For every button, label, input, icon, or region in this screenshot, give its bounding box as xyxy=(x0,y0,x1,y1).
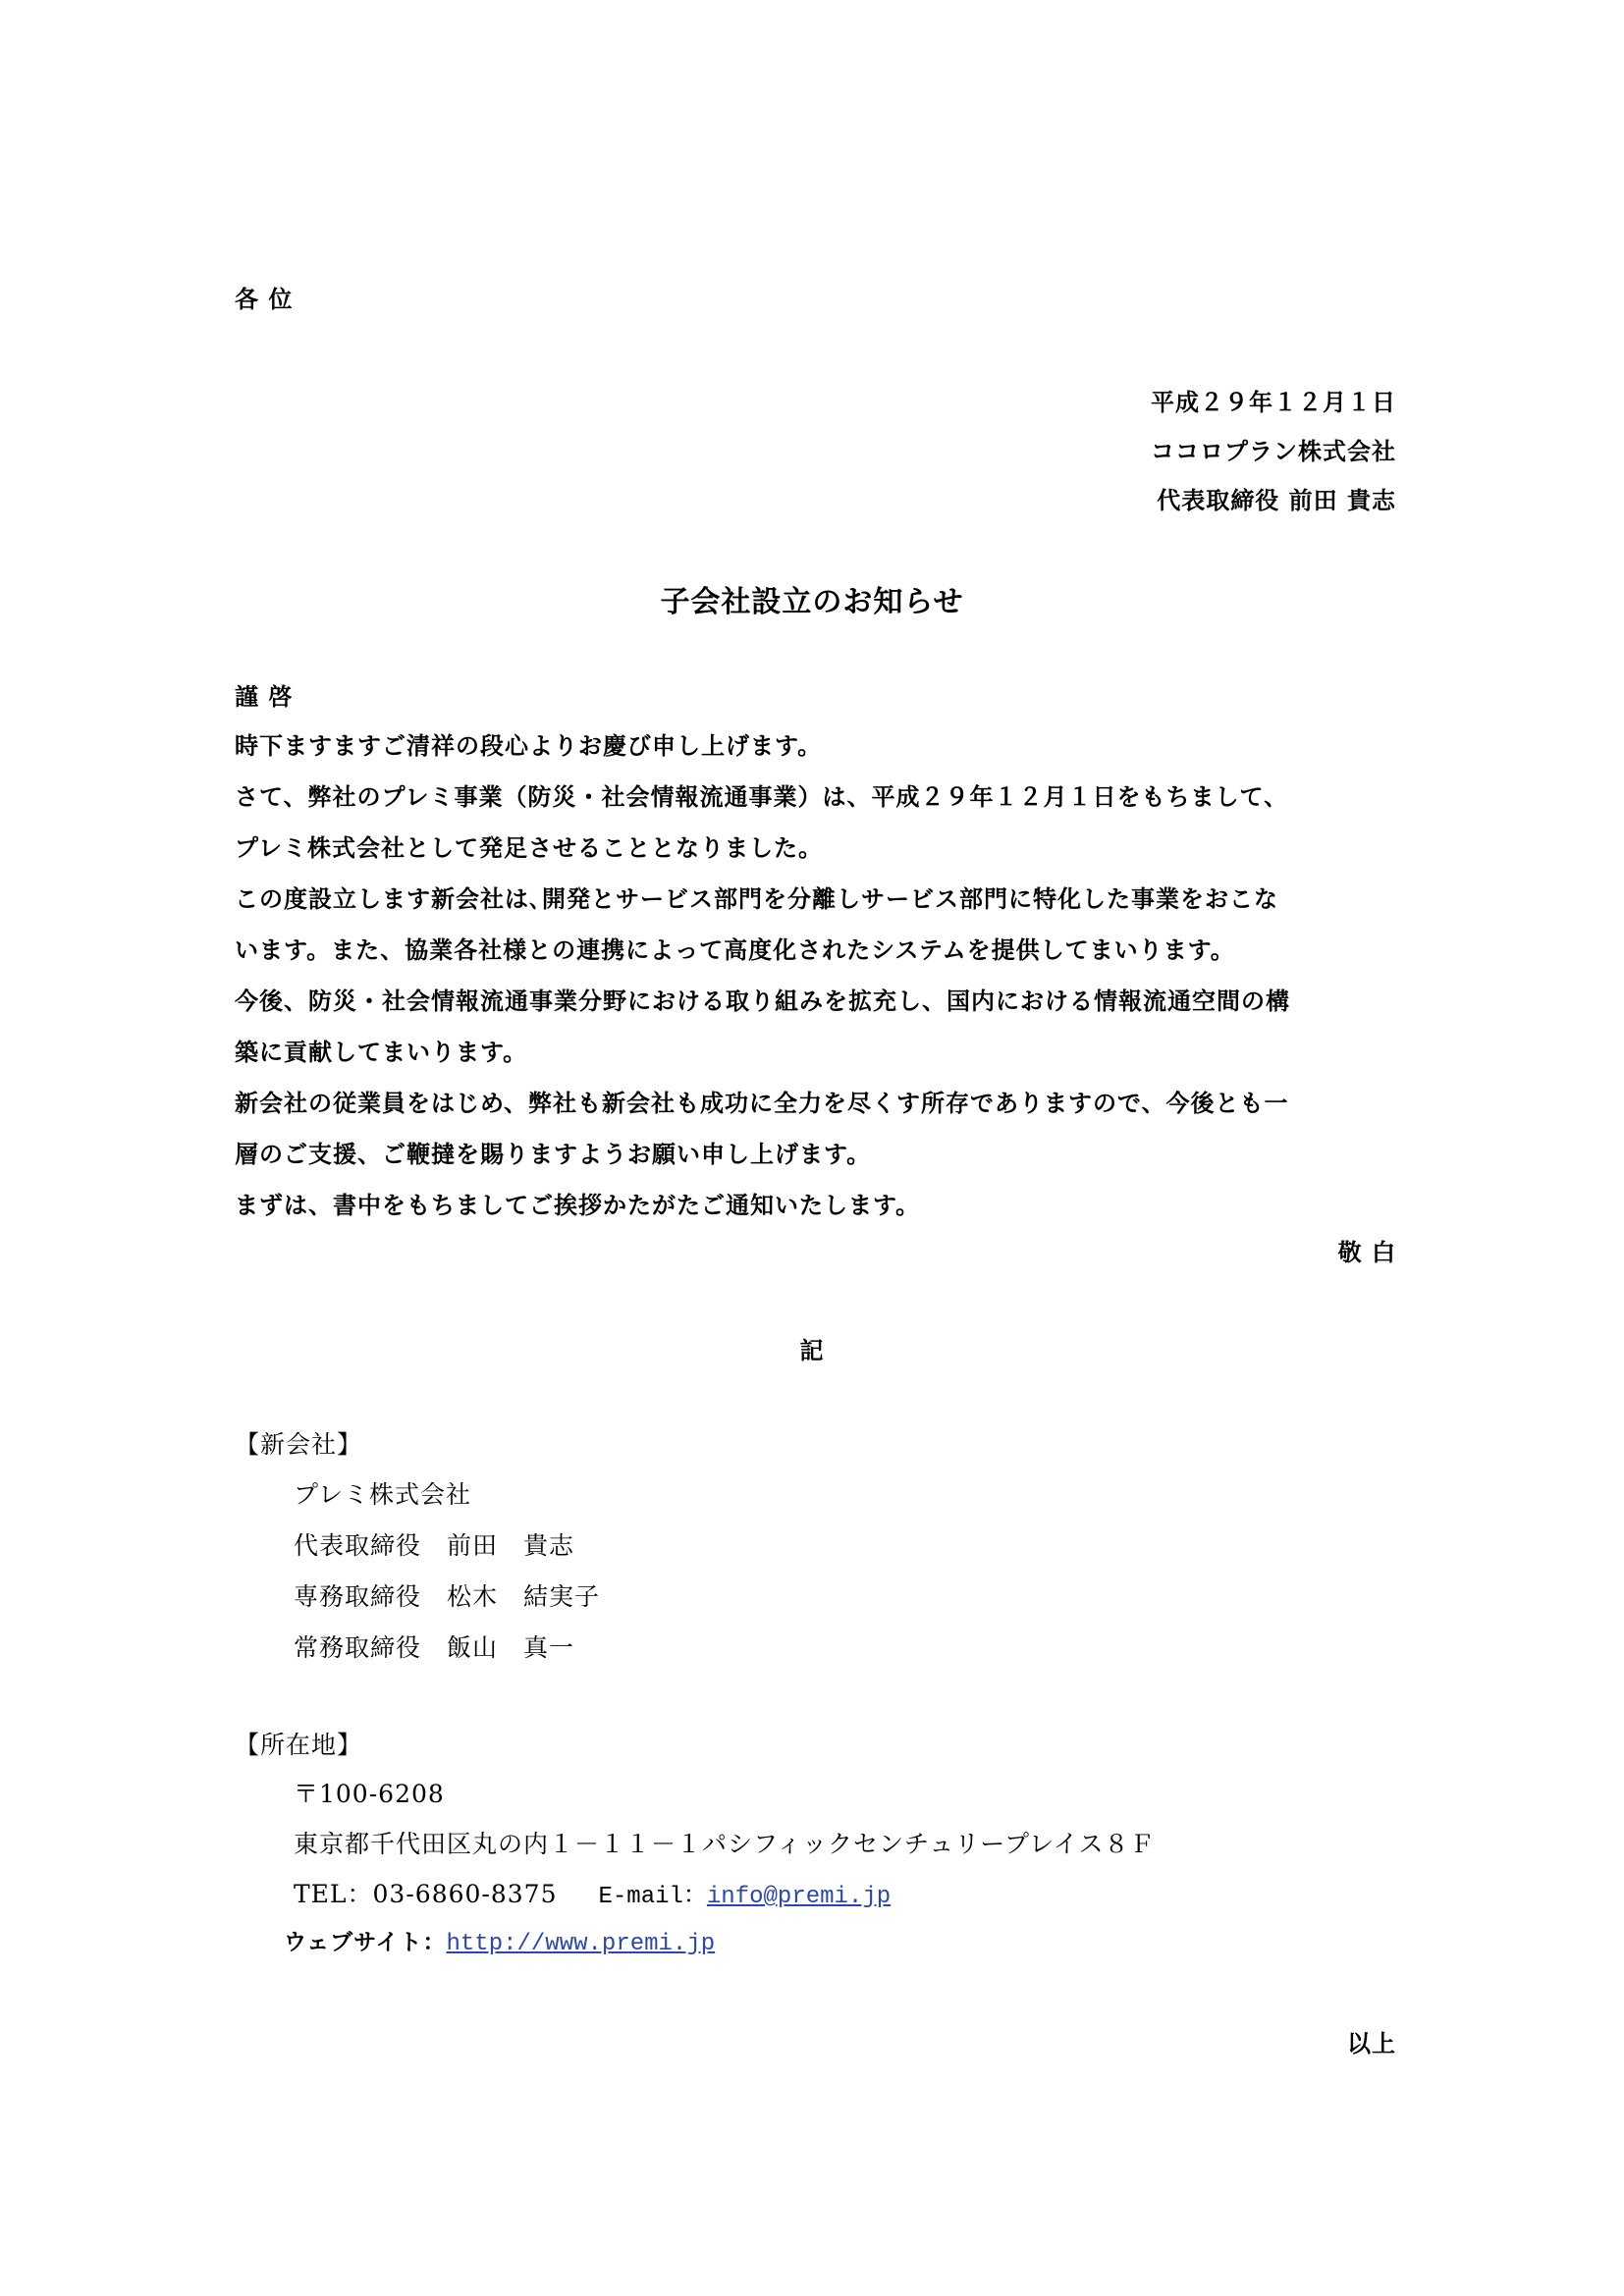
address: 東京都千代田区丸の内１－１１－１パシフィックセンチュリープレイス８Ｆ xyxy=(294,1830,1156,1858)
letter-date: 平成２９年１２月１日 xyxy=(1151,389,1396,416)
closing-salutation: 敬 白 xyxy=(1337,1239,1396,1266)
website-link[interactable]: http://www.premi.jp xyxy=(446,1931,716,1957)
body-line: 今後、防災・社会情報流通事業分野における取り組みを拡充し、国内における情報流通空間の構 xyxy=(235,988,1290,1015)
website-label: ウェブサイト： xyxy=(284,1930,447,1955)
body-line: プレミ株式会社として発足させることとなりました。 xyxy=(235,834,824,862)
sender-name: 代表取締役 前田 貴志 xyxy=(1157,487,1396,514)
body-line: 層のご支援、ご鞭撻を賜りますようお願い申し上げます。 xyxy=(235,1141,872,1168)
location-heading: 【所在地】 xyxy=(235,1731,363,1759)
website-line xyxy=(284,1924,715,1957)
tel-number: TEL：03-6860-8375 xyxy=(294,1880,558,1908)
body-line: まずは、書中をもちましてご挨拶かたがたご通知いたします。 xyxy=(235,1192,921,1219)
body-line: 時下ますますご清祥の段心よりお慶び申し上げます。 xyxy=(235,732,823,760)
postal-code: 〒100-6208 xyxy=(294,1780,445,1808)
end-mark: 以上 xyxy=(1347,2030,1396,2057)
contact-line xyxy=(294,1875,891,1910)
officer-row: 代表取締役 前田 貴志 xyxy=(294,1531,575,1560)
body-line: 築に貢献してまいります。 xyxy=(235,1039,528,1066)
body-line: さて、弊社のプレミ事業（防災・社会情報流通事業）は、平成２９年１２月１日をもちまして、 xyxy=(235,783,1289,811)
new-company-name: プレミ株式会社 xyxy=(294,1480,472,1509)
addressee: 各 位 xyxy=(235,286,294,313)
officer-row: 専務取締役 松木 結実子 xyxy=(294,1582,601,1611)
ki-heading: 記 xyxy=(799,1337,825,1364)
new-company-heading: 【新会社】 xyxy=(235,1430,363,1459)
email-label: E-mail： xyxy=(598,1884,707,1910)
body-line: この度設立します新会社は､開発とサービス部門を分離しサービス部門に特化した事業をおこな xyxy=(235,885,1278,913)
email-link[interactable]: info@premi.jp xyxy=(706,1884,892,1910)
body-line: います。また、協業各社様との連携によって高度化されたシステムを提供してまいります。 xyxy=(235,936,1235,964)
page-title: 子会社設立のお知らせ xyxy=(660,585,964,619)
officer-row: 常務取締役 飯山 真一 xyxy=(294,1633,575,1662)
opening-salutation: 謹 啓 xyxy=(235,683,294,711)
body-line: 新会社の従業員をはじめ、弊社も新会社も成功に全力を尽くす所存でありますので、今後とも一 xyxy=(235,1090,1289,1117)
sender-company: ココロプラン株式会社 xyxy=(1151,438,1396,465)
